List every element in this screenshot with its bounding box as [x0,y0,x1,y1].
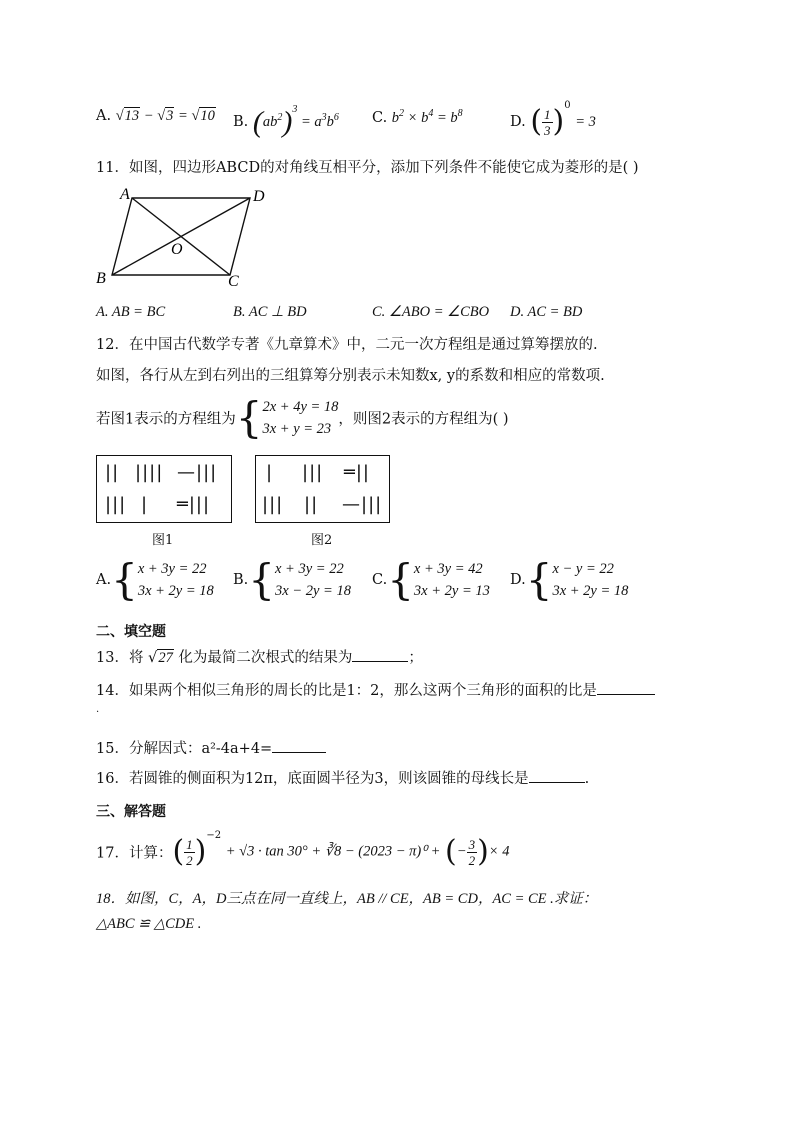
section-solve: 三、解答题 [96,804,166,820]
label-o: O [171,241,183,258]
answer-blank[interactable] [529,782,585,783]
q13: 13．将 √27 化为最简二次根式的结果为 ； [96,650,423,666]
q12-option-c: C.{ x + 3y = 42 3x + 2y = 13 [372,555,490,604]
q11-option-c: C. ∠ABO = ∠CBO [372,304,490,320]
rod-figure-1: || |||| —||| ||| | ═||| [96,455,232,523]
q11-parallelogram-figure [92,182,282,290]
label-c: C [228,273,239,290]
q16: 16．若圆锥的侧面积为12π，底面圆半径为3，则该圆锥的母线长是 . [96,771,590,787]
q11-option-a: A. AB = BC [96,304,166,320]
fig1-caption: 图1 [152,533,174,548]
q12-option-b: B.{ x + 3y = 22 3x − 2y = 18 [233,555,351,604]
q11-option-d: D. AC = BD [510,304,583,320]
q18-line2: △ABC ≌ △CDE . [96,916,202,932]
q12-option-a: A.{ x + 3y = 22 3x + 2y = 18 [96,555,214,604]
q10-option-d: D. ( $\frac{1}{3}$ )$^0$ = 3 [510,100,596,139]
q12-line3: 若图1表示的方程组为{ 2x + 4y = 18 3x + y = 23 ，则图2表示的方程组为( ) [96,393,509,442]
q11-option-b: B. AC ⊥ BD [233,304,307,320]
answer-blank[interactable] [352,661,408,662]
q18-line1: 18．如图，C，A，D三点在同一直线上，AB // CE，AB = CD，AC = CE .求证： [96,891,598,907]
q10-option-b: B. $(ab^2)^3 = a^3b^6$ [233,104,339,139]
q17: 17．计算：( $\frac{1}{2}$ )$^{-2}$ + √3 · tan 30° + ∛8 − (2023 − π)⁰ + (− $\frac{3}{2}$ )× 4 [96,830,510,869]
q12-line1: 12．在中国古代数学专著《九章算术》中，二元一次方程组是通过算筹摆放的. [96,337,598,353]
q12-option-d: D.{ x − y = 22 3x + 2y = 18 [510,555,629,604]
label-d: D [253,188,265,205]
label-a: A [120,186,130,203]
fig2-caption: 图2 [311,533,333,548]
rod-figure-2: | ||| ═|| ||| || —||| [255,455,390,523]
q14-dot: . [96,704,100,715]
q11-stem: 11．如图，四边形ABCD的对角线互相平分，添加下列条件不能使它成为菱形的是( ) [96,160,639,176]
q14: 14．如果两个相似三角形的周长的比是1：2，那么这两个三角形的面积的比是 [96,679,655,700]
q15: 15．分解因式：a²-4a+4= [96,737,326,758]
section-fill-in: 二、填空题 [96,624,166,640]
q10-option-c: C. $b^2 \times b^4 = b^8$ [372,108,463,126]
q10-options [96,108,216,125]
q10-option-a: A. √13 − √3 = √10 [96,108,215,124]
answer-blank[interactable] [272,752,326,753]
q12-line2: 如图，各行从左到右列出的三组算筹分别表示未知数x, y的系数和相应的常数项. [96,368,605,384]
label-b: B [96,270,106,287]
answer-blank[interactable] [597,694,655,695]
